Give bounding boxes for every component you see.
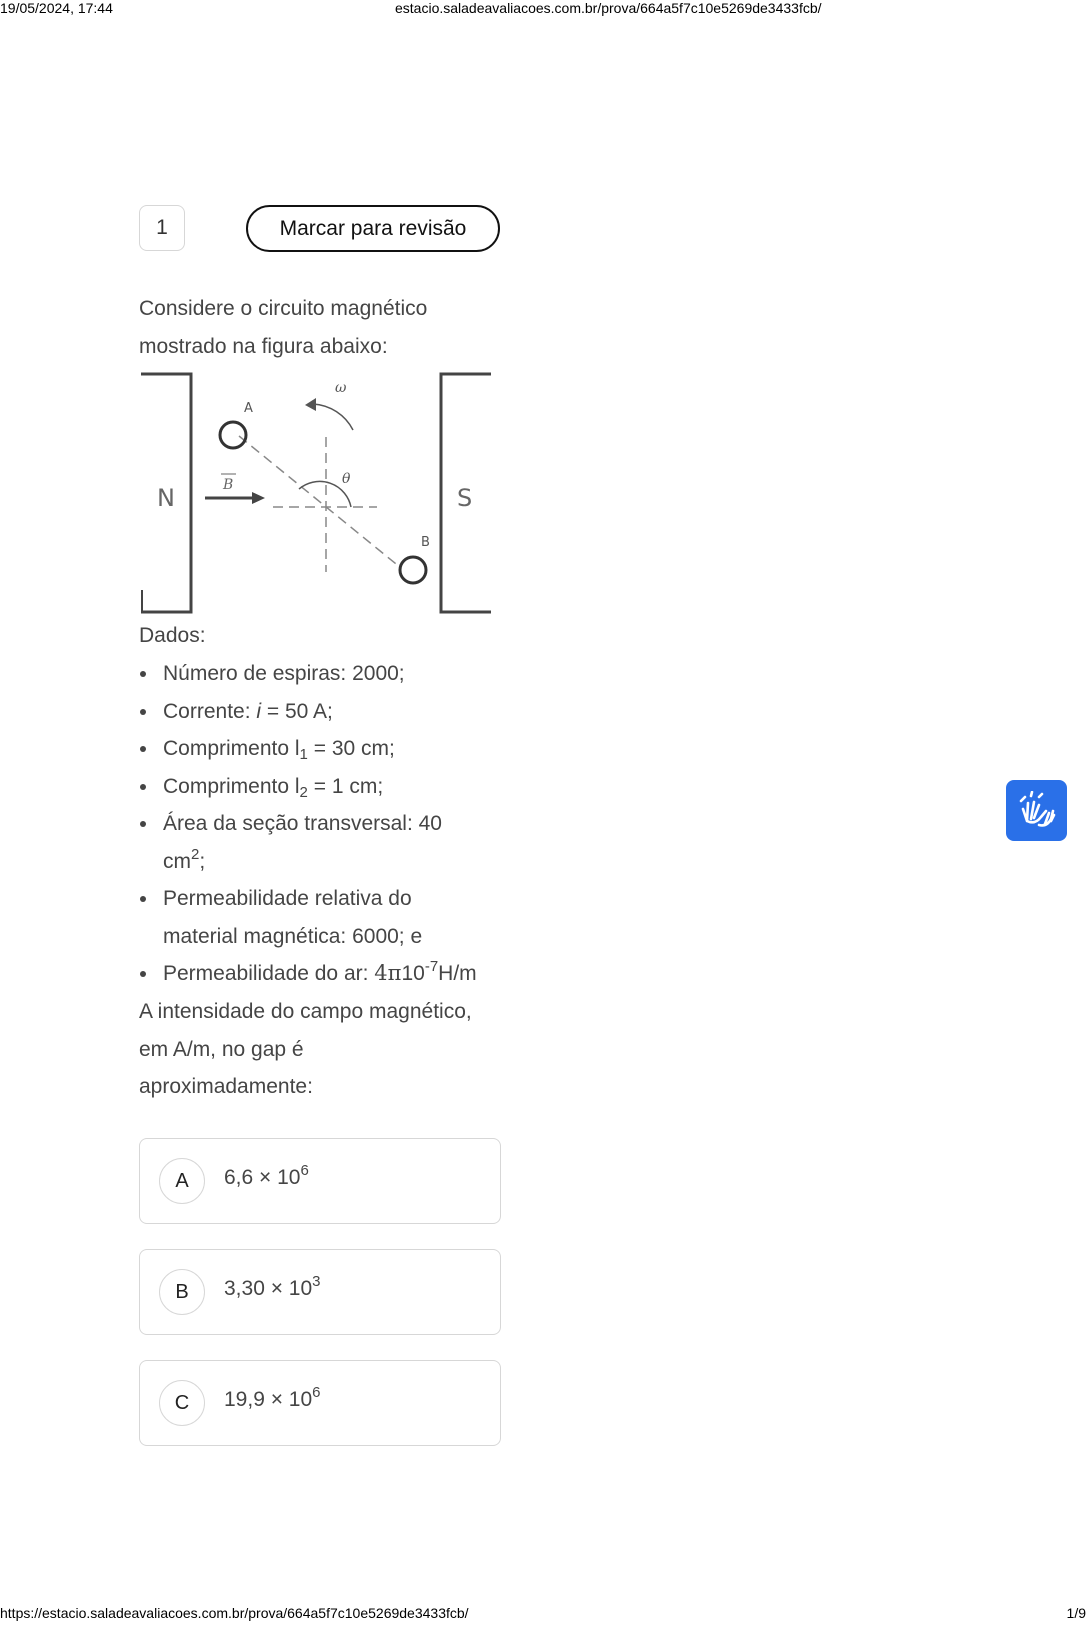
question-intro-line2: mostrado na figura abaixo: xyxy=(139,334,388,358)
list-item xyxy=(139,693,509,731)
item-air-math: 4π xyxy=(374,961,402,985)
list-item xyxy=(139,805,509,880)
accessibility-sign-language-button[interactable] xyxy=(1006,780,1067,841)
item-area-unit: cm xyxy=(163,849,191,873)
item-area-end: ; xyxy=(199,849,206,873)
item-turns: Número de espiras: 2000; xyxy=(163,662,405,685)
option-a-letter: A xyxy=(159,1158,205,1204)
item-air-exp: -7 xyxy=(424,958,439,975)
option-b-letter: B xyxy=(159,1269,205,1315)
question-number-badge: 1 xyxy=(139,205,185,251)
option-c-letter: C xyxy=(159,1380,205,1426)
given-data-list xyxy=(139,655,509,993)
list-item xyxy=(139,655,509,693)
option-b[interactable] xyxy=(139,1249,501,1335)
question-intro-line1: Considere o circuito magnético xyxy=(139,297,428,320)
prompt-line1: A intensidade do campo magnético, xyxy=(139,1000,472,1023)
item-l1-suffix: = 30 cm; xyxy=(307,737,395,760)
option-a-value xyxy=(224,1162,309,1190)
s-pole-label: S xyxy=(457,484,473,512)
omega-arrow-head xyxy=(305,398,316,411)
option-a-mantissa: 6,6 × 10 xyxy=(224,1166,301,1189)
coil-b-label: B xyxy=(421,535,430,550)
item-area-sup: 2 xyxy=(191,845,200,863)
n-pole-label: N xyxy=(157,484,175,512)
print-page-number: 1/9 xyxy=(1066,1605,1086,1621)
theta-label: θ xyxy=(342,471,351,487)
option-a[interactable] xyxy=(139,1138,501,1224)
print-date: 19/05/2024, 17:44 xyxy=(0,0,113,16)
prompt-line3: aproximadamente: xyxy=(139,1075,313,1098)
item-l2-prefix: Comprimento l xyxy=(163,774,300,798)
omega-label: ω xyxy=(335,380,347,396)
print-header xyxy=(0,0,1087,18)
magnetic-circuit-figure xyxy=(139,372,493,616)
question-prompt xyxy=(139,993,509,1106)
item-air-unit: H/m xyxy=(438,962,477,985)
item-l1-sub: 1 xyxy=(299,746,308,763)
item-l1-prefix: Comprimento l xyxy=(163,737,300,760)
item-current-var: i xyxy=(256,699,262,723)
item-current-suffix: = 50 A; xyxy=(261,699,333,723)
print-url-bottom: https://estacio.saladeavaliacoes.com.br/prova/664a5f7c10e5269de3433fcb/ xyxy=(0,1605,469,1621)
item-air-prefix: Permeabilidade do ar: xyxy=(163,962,375,985)
mark-for-review-button[interactable]: Marcar para revisão xyxy=(246,205,500,252)
item-l2-suffix: = 1 cm; xyxy=(307,774,384,798)
option-c[interactable] xyxy=(139,1360,501,1446)
print-url-top: estacio.saladeavaliacoes.com.br/prova/664a5f7c10e5269de3433fcb/ xyxy=(395,0,822,16)
list-item xyxy=(139,955,509,993)
option-b-exp: 3 xyxy=(312,1273,321,1290)
item-current-prefix: Corrente: xyxy=(163,699,257,723)
item-perm-line1: Permeabilidade relativa do xyxy=(163,887,412,910)
omega-arc xyxy=(313,404,353,430)
list-item xyxy=(139,768,509,806)
option-c-mantissa: 19,9 × 10 xyxy=(224,1388,313,1411)
sign-language-hands-icon xyxy=(1017,791,1057,831)
question-intro xyxy=(139,290,509,365)
item-air-base: 10 xyxy=(401,962,425,985)
data-heading: Dados: xyxy=(139,624,206,647)
coil-a-label: A xyxy=(244,401,253,416)
option-a-exp: 6 xyxy=(300,1162,309,1179)
item-area-line1: Área da seção transversal: 40 xyxy=(163,812,442,835)
item-l2-sub: 2 xyxy=(299,783,308,801)
option-b-value xyxy=(224,1273,321,1301)
item-perm-line2: material magnética: 6000; e xyxy=(163,924,423,948)
coil-diagonal xyxy=(239,436,401,568)
coil-a xyxy=(220,422,246,448)
list-item xyxy=(139,880,509,955)
print-footer xyxy=(0,1605,1087,1623)
option-b-mantissa: 3,30 × 10 xyxy=(224,1277,313,1300)
field-label: B xyxy=(223,477,234,493)
option-c-value xyxy=(224,1384,321,1412)
list-item xyxy=(139,730,509,768)
coil-b xyxy=(400,557,426,583)
prompt-line2: em A/m, no gap é xyxy=(139,1037,304,1061)
option-c-exp: 6 xyxy=(312,1384,321,1401)
field-arrow-head xyxy=(252,492,265,504)
